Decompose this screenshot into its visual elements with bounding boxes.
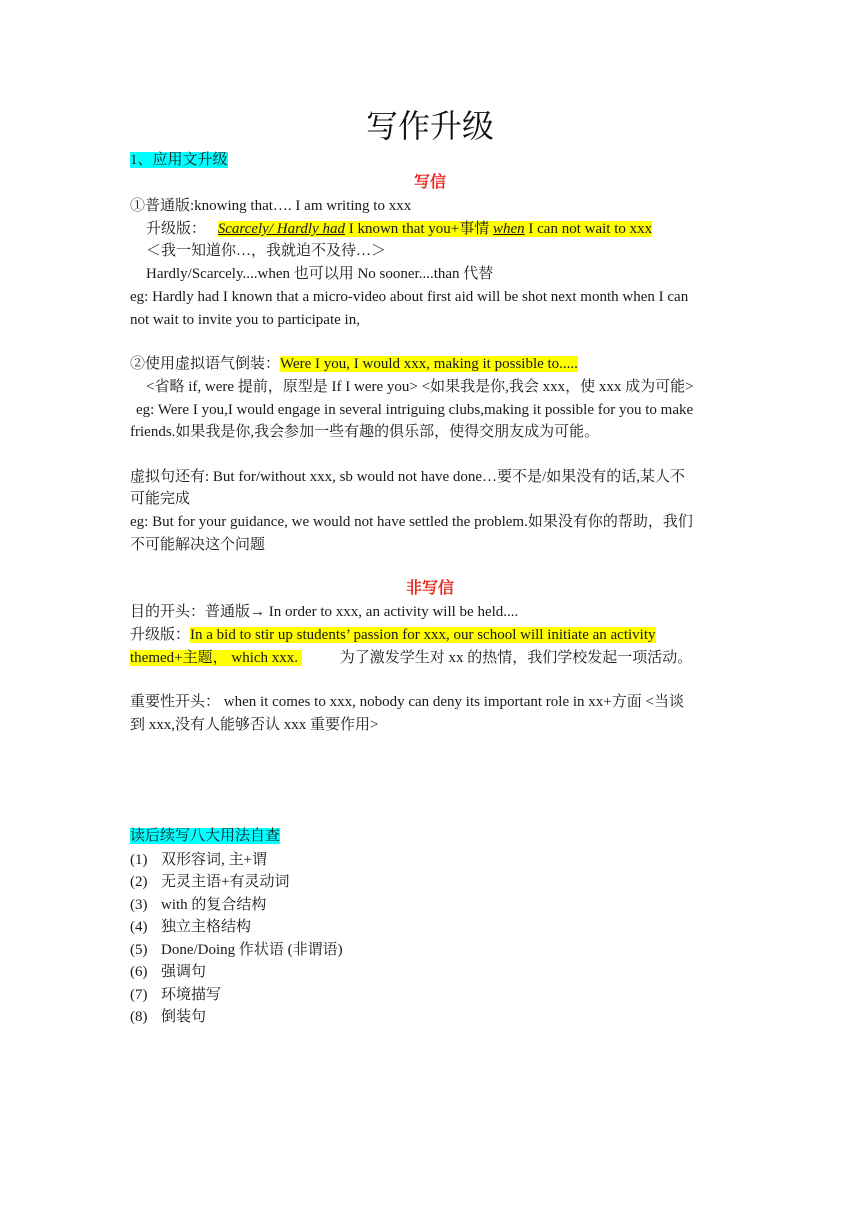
scarcely-hardly-phrase: Scarcely/ Hardly had bbox=[217, 221, 345, 237]
list-item bbox=[130, 872, 289, 892]
list-item bbox=[130, 850, 267, 870]
alternative-line: Hardly/Scarcely....when 也可以用 No sooner....than 代替 bbox=[146, 266, 494, 282]
example-line-2: not wait to invite you to participate in, bbox=[130, 312, 360, 328]
list-number: (1) bbox=[130, 852, 148, 868]
upgrade-version-line bbox=[146, 219, 652, 239]
list-text: 独立主格结构 bbox=[161, 919, 252, 935]
subjunctive-note: <省略 if, were 提前，原型是 If I were you> <如果我是你,我会 xxx，使 xxx 成为可能> bbox=[146, 379, 694, 395]
list-number: (8) bbox=[130, 1009, 148, 1025]
normal-version-line: ①普通版:knowing that…. I am writing to xxx bbox=[130, 198, 412, 214]
list-text: Done/Doing 作状语 (非谓语) bbox=[161, 942, 343, 958]
subjunctive-highlight: Were I you, I would xxx, making it possible to..... bbox=[280, 356, 578, 372]
subjunctive-example-1: eg: Were I you,I would engage in several intriguing clubs,making it possible for you to make bbox=[136, 402, 694, 418]
importance-line-2: 到 xxx,没有人能够否认 xxx 重要作用> bbox=[130, 717, 379, 733]
subjunctive-example-2: friends.如果我是你,我会参加一些有趣的俱乐部，使得交朋友成为可能。 bbox=[130, 424, 600, 440]
purpose-opening-line: 目的开头：普通版→ In order to xxx, an activity will be held.... bbox=[130, 604, 519, 620]
meaning-line: ＜我一知道你…，我就迫不及待…＞ bbox=[146, 243, 387, 259]
page-title: 写作升级 bbox=[365, 108, 494, 144]
list-number: (6) bbox=[130, 964, 148, 980]
list-text: 倒装句 bbox=[161, 1009, 207, 1025]
section-heading-text: 1、应用文升级 bbox=[130, 152, 228, 168]
nonletter-upgrade-highlight-2: themed+主题， which xxx. bbox=[130, 650, 302, 666]
list-text: 环境描写 bbox=[161, 987, 222, 1003]
nonletter-upgrade-line-2 bbox=[130, 648, 692, 668]
subjunctive-label: ②使用虚拟语气倒装： bbox=[130, 356, 281, 372]
section-heading-application bbox=[130, 150, 228, 170]
nonletter-upgrade-highlight-1: In a bid to stir up students’ passion for xxx, our school will initiate an activity bbox=[190, 627, 656, 643]
but-for-example-1: eg: But for your guidance, we would not have settled the problem.如果没有你的帮助，我们 bbox=[130, 514, 693, 530]
upgrade-highlight bbox=[218, 221, 652, 237]
but-for-line-2: 可能完成 bbox=[130, 491, 191, 507]
when-word: when bbox=[492, 221, 525, 237]
list-number: (7) bbox=[130, 987, 148, 1003]
list-text: with 的复合结构 bbox=[161, 897, 267, 913]
list-text: 无灵主语+有灵动词 bbox=[161, 874, 290, 890]
nonletter-subheading: 非写信 bbox=[405, 580, 454, 597]
upgrade-label: 升级版： bbox=[146, 221, 207, 237]
upgrade-middle: I known that you+事情 bbox=[344, 221, 493, 237]
list-text: 强调句 bbox=[161, 964, 207, 980]
upgrade-end: I can not wait to xxx bbox=[524, 221, 653, 237]
nonletter-upgrade-translation: 为了激发学生对 xx 的热情，我们学校发起一项活动。 bbox=[339, 650, 693, 666]
section-heading-continuation bbox=[130, 826, 280, 846]
continuation-heading-text: 读后续写八大用法自查 bbox=[130, 828, 281, 844]
importance-line-1: 重要性开头： when it comes to xxx, nobody can deny its important role in xx+方面 <当谈 bbox=[130, 694, 684, 710]
list-number: (4) bbox=[130, 919, 148, 935]
nonletter-upgrade-line-1 bbox=[130, 625, 656, 645]
list-number: (2) bbox=[130, 874, 148, 890]
list-item bbox=[130, 940, 343, 960]
letter-subheading: 写信 bbox=[413, 174, 446, 191]
list-item bbox=[130, 1007, 206, 1027]
list-item bbox=[130, 917, 251, 937]
but-for-line-1: 虚拟句还有: But for/without xxx, sb would not have done…要不是/如果没有的话,某人不 bbox=[130, 469, 685, 485]
list-item bbox=[130, 985, 221, 1005]
list-text: 双形容词, 主+谓 bbox=[161, 852, 267, 868]
but-for-example-2: 不可能解决这个问题 bbox=[130, 537, 266, 553]
nonletter-upgrade-label: 升级版： bbox=[130, 627, 191, 643]
example-line-1: eg: Hardly had I known that a micro-video about first aid will be shot next month when I can bbox=[130, 289, 689, 305]
list-number: (3) bbox=[130, 897, 148, 913]
list-item bbox=[130, 962, 206, 982]
list-item bbox=[130, 895, 266, 915]
subjunctive-inversion-line bbox=[130, 354, 578, 374]
list-number: (5) bbox=[130, 942, 148, 958]
